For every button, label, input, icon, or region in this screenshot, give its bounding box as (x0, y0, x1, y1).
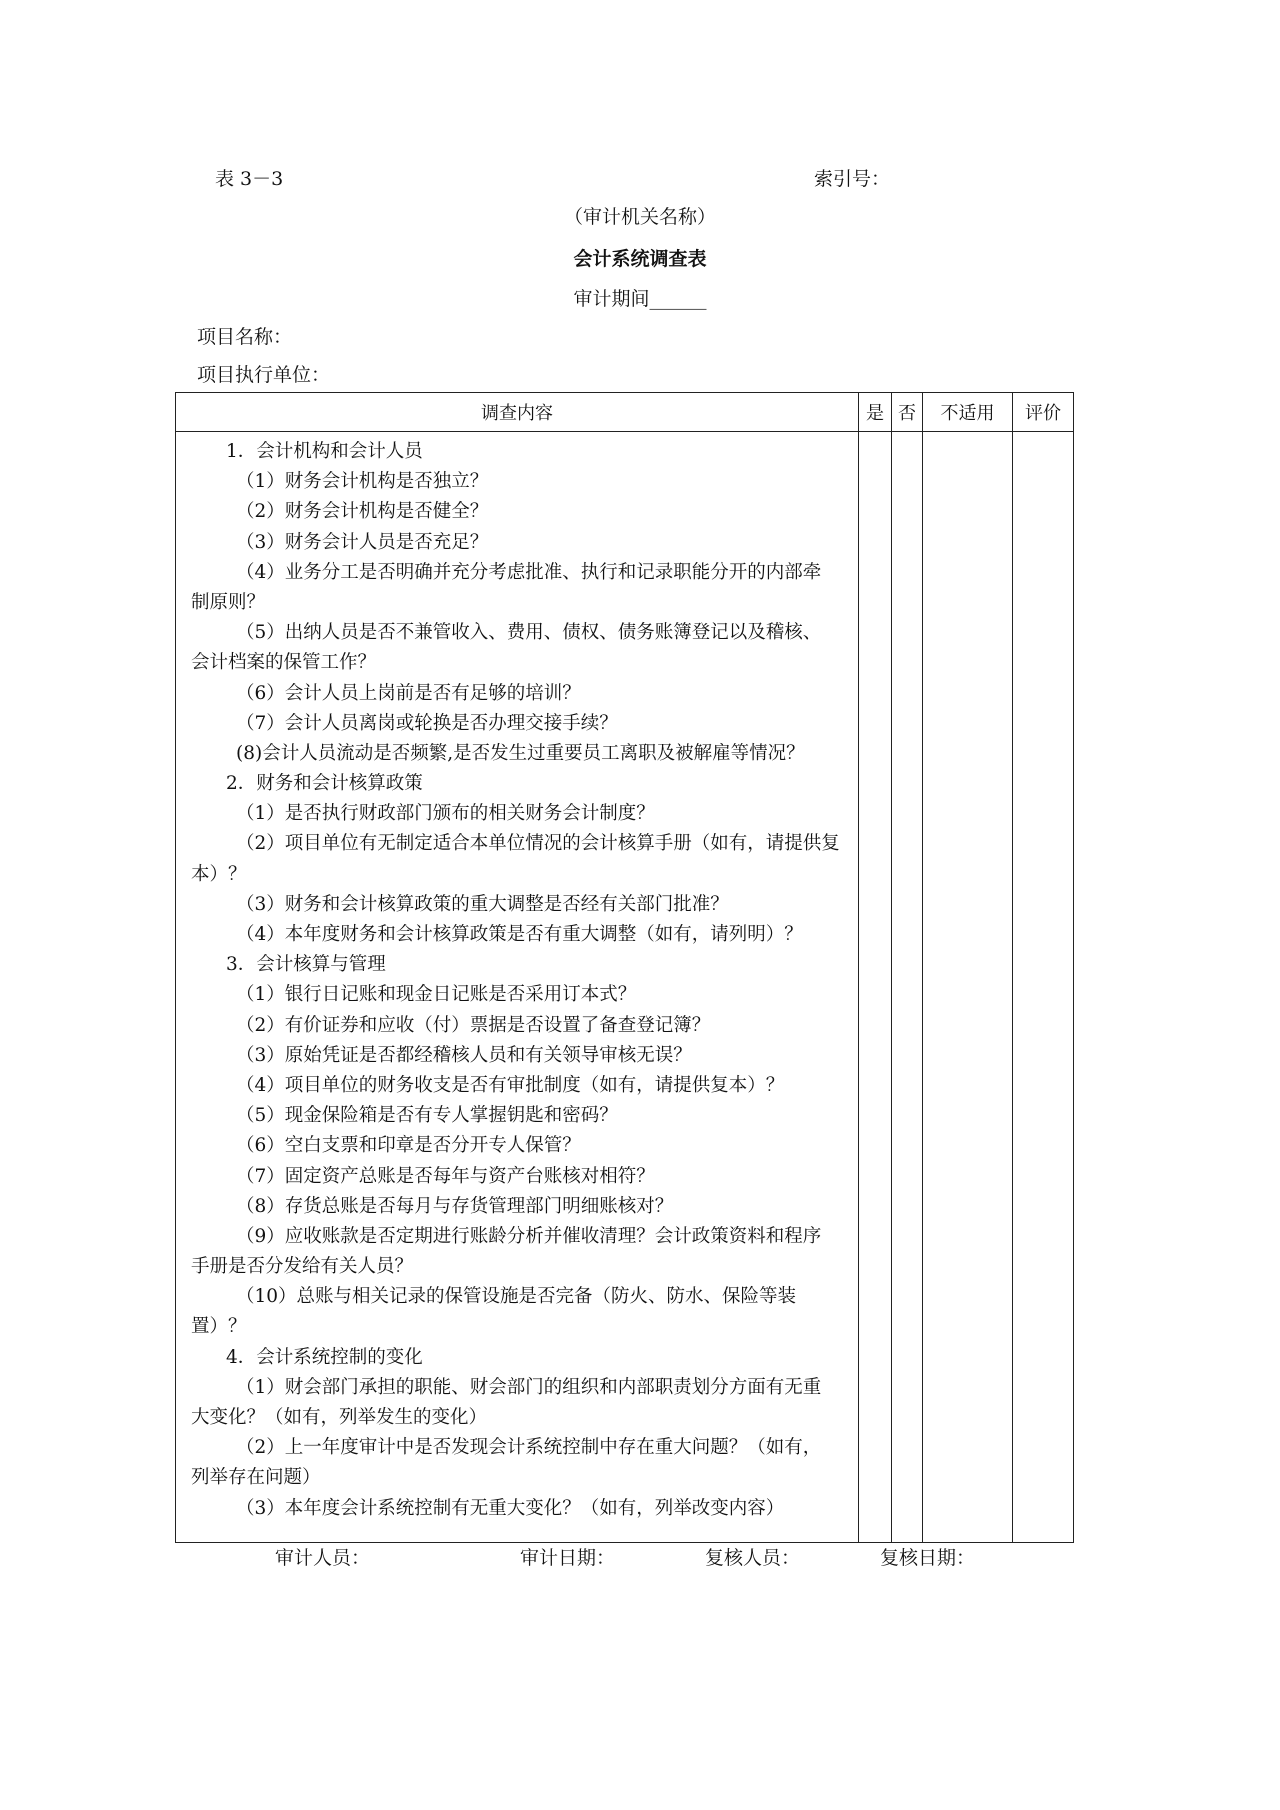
survey-question-line: 本）？ (191, 863, 247, 885)
survey-question-line: （5）出纳人员是否不兼管收入、费用、债权、债务账簿登记以及稽核、 (236, 622, 822, 644)
survey-question-line: （2）项目单位有无制定适合本单位情况的会计核算手册（如有，请提供复 (236, 833, 840, 855)
form-title: 会计系统调查表 (573, 248, 707, 270)
column-header-yes: 是 (859, 393, 892, 432)
index-number-label: 索引号： (814, 168, 891, 190)
survey-question-line: (8)会计人员流动是否频繁,是否发生过重要员工离职及被解雇等情况？ (236, 742, 805, 764)
table-header-row (176, 393, 1074, 432)
survey-question-line: （10）总账与相关记录的保管设施是否完备（防火、防水、保险等装 (236, 1286, 797, 1308)
section-heading: 4．会计系统控制的变化 (226, 1346, 423, 1368)
project-unit-label: 项目执行单位： (197, 364, 331, 386)
survey-question-line: 置）？ (191, 1316, 247, 1338)
survey-question-line: 会计档案的保管工作？ (191, 652, 377, 674)
survey-question-line: 列举存在问题） (191, 1467, 321, 1489)
survey-question-line: 大变化？（如有，列举发生的变化） (191, 1407, 488, 1428)
column-header-not-applicable: 不适用 (923, 393, 1013, 432)
survey-question-line: （1）财会部门承担的职能、财会部门的组织和内部职责划分方面有无重 (236, 1376, 822, 1398)
column-header-no: 否 (892, 393, 923, 432)
evaluation-cell[interactable] (1013, 432, 1074, 1543)
survey-question-line: （3）财务会计人员是否充足？ (236, 531, 489, 553)
survey-question-line: （6）会计人员上岗前是否有足够的培训？ (236, 682, 581, 704)
reviewer-label: 复核人员： (705, 1547, 801, 1569)
audit-period: 审计期间______ (573, 288, 707, 310)
no-cell[interactable] (892, 432, 923, 1543)
survey-question-line: （3）原始凭证是否都经稽核人员和有关领导审核无误？ (236, 1044, 692, 1066)
yes-cell[interactable] (859, 432, 892, 1543)
survey-question-line: （1）财务会计机构是否独立？ (236, 471, 489, 493)
section-heading: 2．财务和会计核算政策 (226, 773, 423, 795)
survey-table (175, 392, 1074, 1543)
review-date-label: 复核日期： (880, 1547, 976, 1569)
survey-question-line: （3）财务和会计核算政策的重大调整是否经有关部门批准？ (236, 893, 729, 915)
survey-question-line: （2）上一年度审计中是否发现会计系统控制中存在重大问题？（如有， (236, 1437, 822, 1459)
signature-row (0, 1543, 1280, 1573)
survey-question-line: （6）空白支票和印章是否分开专人保管？ (236, 1135, 581, 1157)
survey-question-line: （2）有价证券和应收（付）票据是否设置了备查登记簿？ (236, 1014, 711, 1036)
section-heading: 1．会计机构和会计人员 (226, 441, 423, 462)
survey-question-line: （7）会计人员离岗或轮换是否办理交接手续？ (236, 712, 618, 734)
survey-question-line: （3）本年度会计系统控制有无重大变化？（如有，列举改变内容） (236, 1497, 785, 1519)
survey-question-line: （8）存货总账是否每月与存货管理部门明细账核对？ (236, 1195, 674, 1217)
survey-question-line: （2）财务会计机构是否健全？ (236, 501, 489, 523)
column-header-evaluation: 评价 (1013, 393, 1074, 432)
survey-question-line: 手册是否分发给有关人员？ (191, 1256, 414, 1278)
audit-org-name: （审计机关名称） (563, 206, 716, 228)
section-heading: 3．会计核算与管理 (226, 954, 386, 976)
survey-question-line: （5）现金保险箱是否有专人掌握钥匙和密码？ (236, 1105, 618, 1127)
survey-question-line: （1）是否执行财政部门颁布的相关财务会计制度？ (236, 803, 655, 825)
table-body-row (176, 432, 1074, 1543)
audit-date-label: 审计日期： (520, 1547, 616, 1569)
project-name-label: 项目名称： (197, 326, 293, 348)
table-number: 表 3－3 (215, 168, 284, 190)
survey-question-line: （1）银行日记账和现金日记账是否采用订本式？ (236, 984, 637, 1006)
survey-question-line: （4）业务分工是否明确并充分考虑批准、执行和记录职能分开的内部牵 (236, 561, 822, 583)
auditor-label: 审计人员： (275, 1547, 371, 1569)
survey-question-line: 制原则？ (191, 591, 266, 613)
survey-content-cell (176, 432, 859, 1543)
survey-question-line: （4）项目单位的财务收支是否有审批制度（如有，请提供复本）？ (236, 1074, 785, 1096)
survey-question-line: （9）应收账款是否定期进行账龄分析并催收清理？会计政策资料和程序 (236, 1225, 822, 1247)
survey-question-line: （7）固定资产总账是否每年与资产台账核对相符？ (236, 1165, 655, 1187)
survey-question-line: （4）本年度财务和会计核算政策是否有重大调整（如有，请列明）？ (236, 924, 803, 945)
column-header-content: 调查内容 (176, 393, 859, 432)
not-applicable-cell[interactable] (923, 432, 1013, 1543)
